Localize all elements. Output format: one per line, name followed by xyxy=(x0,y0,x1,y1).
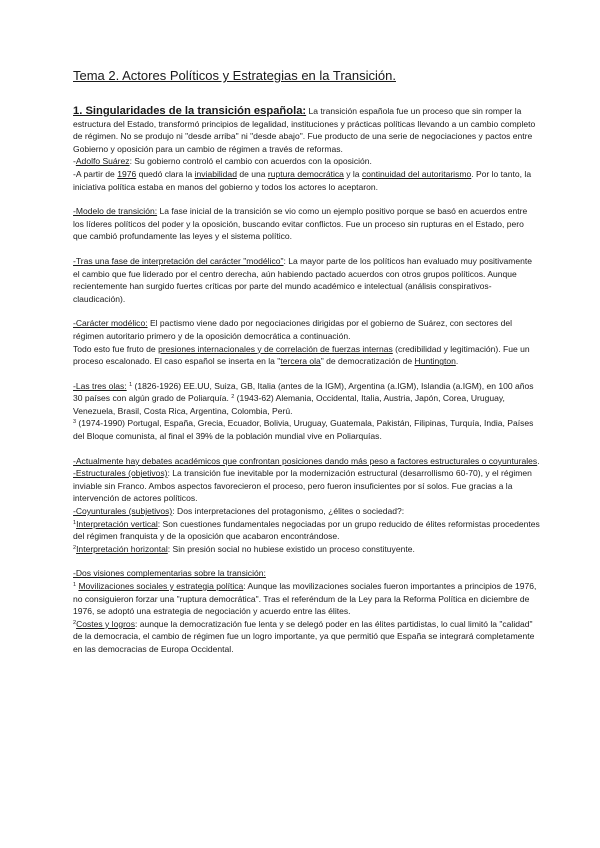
movilizaciones-text: : Aunque las movilizaciones sociales fueron importantes a principios de 1976, no consiguieron forzar una "ruptura democrática". Tras el referéndum de la Ley para la Reforma Política en diciembre de 1976, se adoptó una estrategia de negociación y acuerdo entre las élites. xyxy=(73,581,537,617)
suarez-name: Adolfo Suárez xyxy=(75,156,130,167)
presiones-text-a: Todo esto fue fruto de xyxy=(73,343,159,354)
horizontal-label: Interpretación horizontal xyxy=(76,543,168,554)
caracter-paragraph xyxy=(73,317,540,342)
huntington: Huntington xyxy=(414,356,456,367)
partir-paragraph xyxy=(73,168,540,193)
ola-1-number: 1 xyxy=(129,381,133,388)
partir-inviabilidad: inviabilidad xyxy=(194,168,237,179)
modelo-paragraph xyxy=(73,205,540,243)
movilizaciones-label: Movilizaciones sociales y estrategia política xyxy=(78,581,244,591)
horizontal-paragraph xyxy=(73,543,540,556)
debates-end: . xyxy=(537,455,540,466)
vertical-text: : Son cuestiones fundamentales negociadas por un grupo reducido de élites reformistas procedentes del régimen franquista y de la oposición que acabaron encontrándose. xyxy=(73,518,540,542)
debates-label: -Actualmente hay debates académicos que confrontan posiciones dando más peso a factores estructurales o coyunturales xyxy=(73,455,538,466)
ola-3-number: 3 xyxy=(73,419,77,426)
costes-text: : aunque la democratización fue lenta y se delegó poder en las élites partidistas, lo cual limitó la "calidad" de la democracia, el cambio de régimen fue un logro importante, ya que permitió que España se integrará completamente en las democracias de Europa Occidental. xyxy=(73,618,535,654)
vertical-paragraph xyxy=(73,518,540,543)
presiones-text-b: (credibilidad y legitimación). Fue un proceso escalonado. El caso español se inserta en la " xyxy=(73,343,530,367)
partir-year: 1976 xyxy=(117,168,137,179)
horizontal-text: : Sin presión social no hubiese existido un proceso constituyente. xyxy=(167,543,415,554)
olas-label: -Las tres olas: xyxy=(73,380,127,391)
coyunturales-paragraph xyxy=(73,505,540,518)
section1-paragraph xyxy=(73,105,540,155)
interpretacion-text: : La mayor parte de los políticos han evaluado muy positivamente el cambio que fue liderado por el centro derecha, aún habiendo pactado acuerdos con otros grupos políticos. Aunque recientemente han surgido fuertes críticas por parte del mundo académico e intelectual (análisis conspirativos-claudicación). xyxy=(73,255,532,304)
costes-number: 2 xyxy=(73,619,77,626)
costes-label: Costes y logros xyxy=(76,618,135,629)
presiones-text-d: . xyxy=(455,356,459,367)
presiones-text-c: " de democratización de xyxy=(320,356,415,367)
olas-paragraph xyxy=(73,380,540,418)
movilizaciones-paragraph xyxy=(73,580,540,618)
ola-1-text: (1826-1926) EE.UU, Suiza, GB, Italia (antes de la IGM), Argentina (a.IGM), Islandia (a.IGM), en 100 años 30 países con algún grado de Poliarquía. xyxy=(73,380,534,404)
estructurales-paragraph xyxy=(73,467,540,505)
ola-3-paragraph xyxy=(73,417,540,442)
ola-2-number: 2 xyxy=(231,394,235,401)
suarez-text: : Su gobierno controló el cambio con acuerdos con la oposición. xyxy=(129,156,372,167)
presiones-label: presiones internacionales y de correlación de fuerzas internas xyxy=(158,343,393,354)
costes-paragraph xyxy=(73,618,540,656)
vertical-label: Interpretación vertical xyxy=(76,518,158,529)
partir-text-c: de una xyxy=(236,168,268,179)
interpretacion-label: -Tras una fase de interpretación del carácter "modélico" xyxy=(73,255,284,266)
movilizaciones-number: 1 xyxy=(73,582,77,588)
presiones-paragraph xyxy=(73,343,540,368)
interpretacion-paragraph xyxy=(73,255,540,305)
section1-intro: La transición española fue un proceso que sin romper la estructura del Estado, transformó principios de legalidad, instituciones y prácticas políticas llevando a un cambio completo de régimen. No se produjo ni "desde arriba" ni "desde abajo". Fue producto de una serie de negociaciones y pactos entre Gobierno y oposición para un cambio de régimen a través de reformas. xyxy=(73,106,536,154)
page-title: Tema 2. Actores Políticos y Estrategias en la Transición. xyxy=(73,68,396,83)
partir-text-b: quedó clara la xyxy=(136,168,195,179)
tercera-ola: tercera ola xyxy=(280,356,321,367)
modelo-label: -Modelo de transición: xyxy=(73,206,158,217)
suarez-line xyxy=(73,155,540,168)
partir-text-e: . Por lo tanto, la iniciativa política estaba en manos del gobierno y todos los actores lo aceptaron. xyxy=(73,168,532,192)
debates-paragraph xyxy=(73,455,540,468)
vertical-number: 1 xyxy=(73,519,77,526)
ola-2-text: (1943-62) Alemania, Occidental, Italia, Austria, Japón, Corea, Uruguay, Venezuela, Brasil, Costa Rica, Argentina, Colombia, Perú. xyxy=(73,393,505,416)
partir-ruptura: ruptura democrática xyxy=(267,168,344,179)
section1-heading: 1. Singularidades de la transición española: xyxy=(73,105,307,117)
visiones-heading xyxy=(73,567,540,580)
estructurales-text: : La transición fue inevitable por la modernización estructural (desarrollismo 60-70), y el régimen inviable sin Franco. Ambos aspectos favorecieron el proceso, pero fueron insuficientes por sí solos. Fue gracias a la intervención de actores políticos. xyxy=(73,468,532,504)
coyunturales-text: : Dos interpretaciones del protagonismo, ¿élites o sociedad?: xyxy=(172,506,405,517)
suarez-dash: - xyxy=(73,156,76,167)
visiones-label: -Dos visiones complementarias sobre la transición: xyxy=(73,568,266,579)
coyunturales-label: -Coyunturales (subjetivos) xyxy=(73,506,173,517)
caracter-label: -Carácter modélico: xyxy=(73,318,148,329)
horizontal-number: 2 xyxy=(73,544,77,551)
caracter-text: El pactismo viene dado por negociaciones dirigidas por el gobierno de Suárez, con sectores del régimen autoritario primero y de la oposición democrática a continuación. xyxy=(73,318,512,341)
partir-text-a: -A partir de xyxy=(73,168,118,179)
ola-3-text: (1974-1990) Portugal, España, Grecia, Ecuador, Bolivia, Uruguay, Guatemala, Pakistán, Filipinas, Turquía, India, Países del Bloque comunista, al final el 39% de la población mundial vive en Poliarquías. xyxy=(73,418,534,442)
partir-continuidad: continuidad del autoritarismo xyxy=(361,168,472,179)
modelo-text: La fase inicial de la transición se vio como un ejemplo positivo porque se basó en acuerdos entre los líderes políticos del poder y la oposición, buscando evitar conflictos. Fue un proceso sin rupturas en el Estado, pero que cambió profundamente las leyes y el sistema político. xyxy=(73,206,528,242)
estructurales-label: -Estructurales (objetivos) xyxy=(73,468,168,479)
partir-text-d: y la xyxy=(343,168,362,179)
